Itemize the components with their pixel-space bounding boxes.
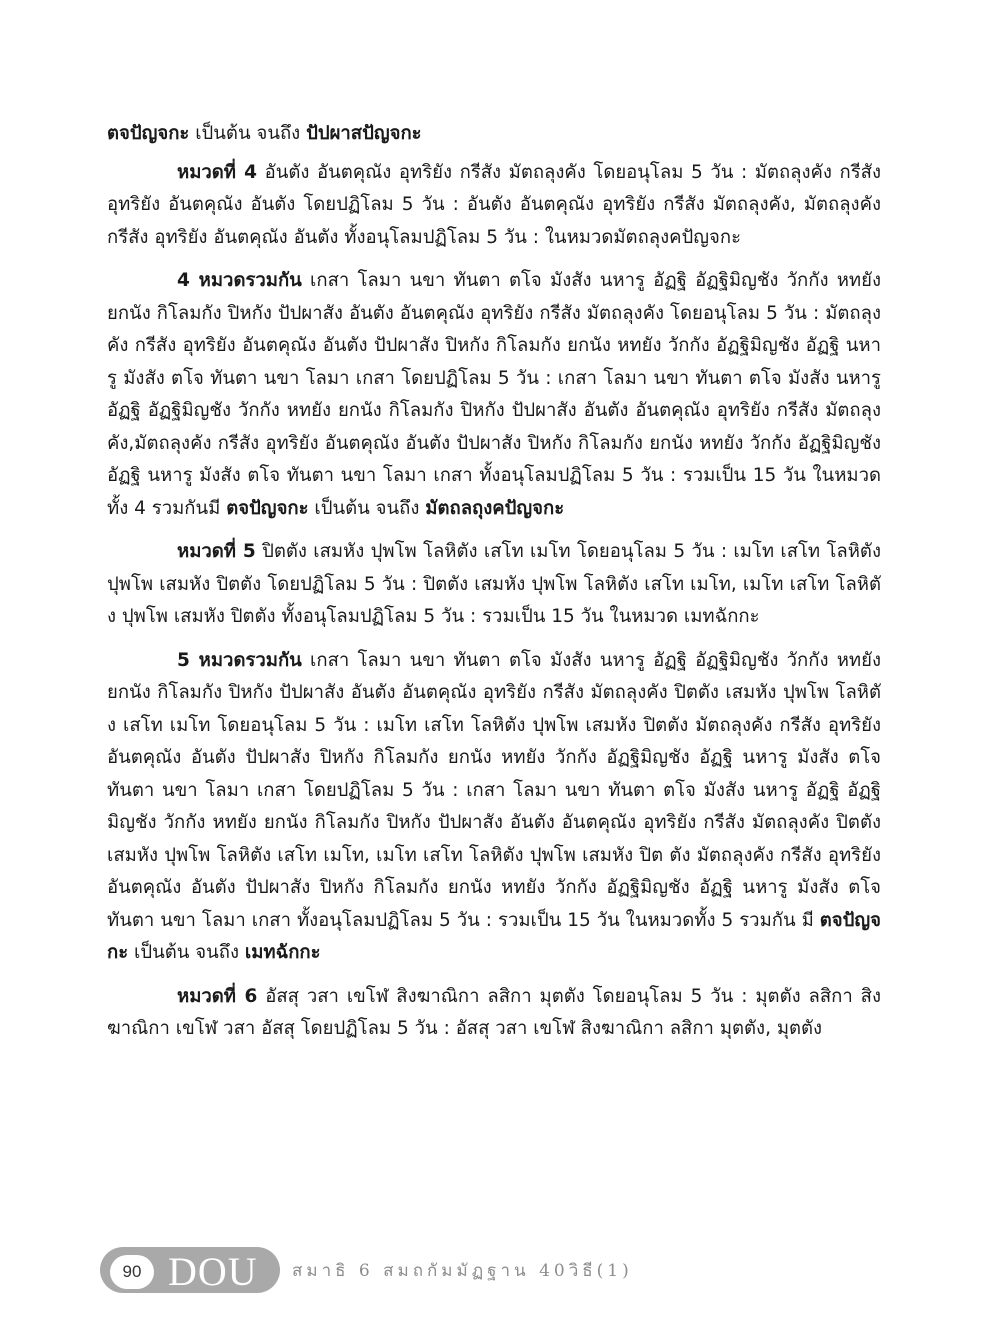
page-number: 90 [110,1255,154,1289]
section-heading: หมวดที่ 4 [177,161,257,183]
paragraph-text: อันตัง อันตคุณัง อุทริยัง กรีสัง มัตถลุงคัง โดยอนุโลม 5 วัน : มัตถลุงคัง กรีสัง อุทริยัง อันตคุณัง อันตัง โดยปฏิโลม 5 วัน : อันตัง อันตคุณัง อุทริยัง กรีสัง มัตถลุงคัง, มัตถลุงคัง กรีสัง อุทริยัง อันตคุณัง อันตัง ทั้งอนุโลมปฏิโลม 5 วัน : ในหมวดมัตถลุงคปัญจกะ [107,161,881,248]
paragraph-text: อัสสุ วสา เขโฬ สิงฆาณิกา ลสิกา มุตตัง โดยอนุโลม 5 วัน : มุตตัง ลสิกา สิงฆาณิกา เขโฬ วสา อัสสุ โดยปฏิโลม 5 วัน : อัสสุ วสา เขโฬ สิงฆาณิกา ลสิกา มุตตัง, มุตตัง [107,985,881,1039]
paragraph-text: เกสา โลมา นขา ทันตา ตโจ มังสัง นหารู อัฏฐิ อัฏฐิมิญชัง วักกัง หทยัง ยกนัง กิโลมกัง ปิหกัง ปัปผาสัง อันตัง อันตคุณัง อุทริยัง กรีสัง มัตถลุงคัง โดยอนุโลม 5 วัน : มัตถลุงคัง กรีสัง อุทริยัง อันตคุณัง อันตัง ปัปผาสัง ปิหกัง กิโลมกัง ยกนัง หทยัง วักกัง อัฏฐิมิญชัง อัฏฐิ นหารู มังสัง ตโจ ทันตา นขา โลมา เกสา โดยปฏิโลม 5 วัน : เกสา โลมา นขา ทันตา ตโจ มังสัง นหารู อัฏฐิ อัฏฐิมิญชัง วักกัง หทยัง ยกนัง กิโลมกัง ปิหกัง ปัปผาสัง อันตัง อันตคุณัง อุทริยัง กรีสัง มัตถลุงคัง,มัตถลุงคัง กรีสัง อุทริยัง อันตคุณัง อันตัง ปัปผาสัง ปิหกัง กิโลมกัง ยกนัง หทยัง วักกัง อัฏฐิมิญชัง อัฏฐิ นหารู มังสัง ตโจ ทันตา นขา โลมา เกสา ทั้งอนุโลมปฏิโลม 5 วัน : รวมเป็น 15 วัน ในหมวดทั้ง 4 รวมกันมี [107,270,881,519]
paragraph-intro [107,118,881,151]
section-heading: หมวดที่ 5 [177,541,256,562]
paragraph-section-5 [107,536,881,634]
bold-term: ตจปัญจกะ [226,497,309,519]
book-title: สมาธิ 6 สมถกัมมัฏฐาน 40วิธี(1) [292,1261,633,1281]
paragraph-5-groups-combined [107,645,881,970]
footer-badge [100,1247,280,1293]
bold-term: ตจปัญจกะ [107,123,190,144]
paragraph-section-6 [107,981,881,1046]
section-heading: 4 หมวดรวมกัน [177,270,302,291]
paragraph-text: เป็นต้น จนถึง [128,942,245,963]
bold-term: ตจปัญจกะ [107,909,881,963]
paragraph-text: เกสา โลมา นขา ทันตา ตโจ มังสัง นหารู อัฏฐิ อัฏฐิมิญชัง วักกัง หทยัง ยกนัง กิโลมกัง ปิหกัง ปัปผาสัง อันตัง อันตคุณัง อุทริยัง กรีสัง มัตถลุงคัง ปิตตัง เสมหัง ปุพโพ โลหิตัง เสโท เมโท โดยอนุโลม 5 วัน : เมโท เสโท โลหิตัง ปุพโพ เสมหัง ปิตตัง มัตถลุงคัง กรีสัง อุทริยัง อันตคุณัง อันตัง ปัปผาสัง ปิหกัง กิโลมกัง ยกนัง หทยัง วักกัง อัฏฐิมิญชัง อัฏฐิ นหารู มังสัง ตโจ ทันตา นขา โลมา เกสา โดยปฏิโลม 5 วัน : เกสา โลมา นขา ทันตา ตโจ มังสัง นหารู อัฏฐิ อัฏฐิมิญชัง วักกัง หทยัง ยกนัง กิโลมกัง ปิหกัง ปัปผาสัง อันตัง อันตคุณัง อุทริยัง กรีสัง มัตถลุงคัง ปิตตัง เสมหัง ปุพโพ โลหิตัง เสโท เมโท, เมโท เสโท โลหิตัง ปุพโพ เสมหัง ปิต ตัง มัตถลุงคัง กรีสัง อุทริยัง อันตคุณัง อันตัง ปัปผาสัง ปิหกัง กิโลมกัง ยกนัง หทยัง วักกัง อัฏฐิมิญชัง อัฏฐิ นหารู มังสัง ตโจ ทันตา นขา โลมา เกสา ทั้งอนุโลมปฏิโลม 5 วัน : รวมเป็น 15 วัน ในหมวดทั้ง 5 รวมกัน มี [107,649,881,931]
paragraph-text: ปิตตัง เสมหัง ปุพโพ โลหิตัง เสโท เมโท โดยอนุโลม 5 วัน : เมโท เสโท โลหิตัง ปุพโพ เสมหัง ปิตตัง โดยปฏิโลม 5 วัน : ปิตตัง เสมหัง ปุพโพ โลหิตัง เสโท เมโท, เมโท เสโท โลหิตัง ปุพโพ เสมหัง ปิตตัง ทั้งอนุโลมปฏิโลม 5 วัน : รวมเป็น 15 วัน ในหมวด เมทฉักกะ [107,541,881,627]
paragraph-4-groups-combined [107,265,881,525]
bold-term: มัตถลถุงคปัญจกะ [425,497,565,519]
section-heading: หมวดที่ 6 [177,985,258,1007]
dou-logo: DOU [168,1249,258,1294]
paragraph-text: เป็นต้น จนถึง [189,123,307,144]
bold-term: เมทฉักกะ [244,942,321,963]
paragraph-section-4 [107,157,881,255]
section-heading: 5 หมวดรวมกัน [177,649,302,671]
page-body [107,118,881,1057]
page-footer [100,1245,700,1297]
paragraph-text: เป็นต้น จนถึง [308,497,426,519]
bold-term: ปัปผาสปัญจกะ [306,123,422,144]
